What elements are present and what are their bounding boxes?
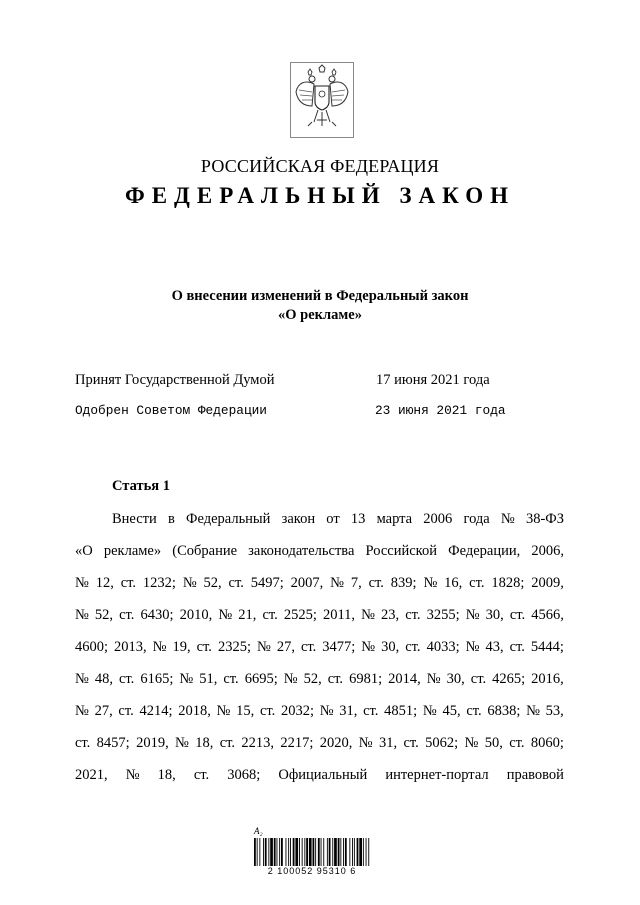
word: Федерации, bbox=[448, 543, 521, 559]
barcode-bar bbox=[290, 838, 291, 866]
word: 30, bbox=[485, 607, 504, 623]
double-headed-eagle-icon bbox=[290, 62, 354, 138]
word: 18, bbox=[157, 767, 176, 783]
word: ст. bbox=[119, 607, 135, 623]
word: ст. bbox=[300, 639, 317, 655]
word: правовой bbox=[506, 767, 564, 783]
approved-by-label: Одобрен Советом Федерации bbox=[75, 403, 267, 418]
barcode-bar bbox=[363, 838, 364, 866]
word: 5497; bbox=[250, 575, 284, 591]
word: ст. bbox=[509, 735, 525, 751]
word: 8060; bbox=[530, 735, 564, 751]
country-name: РОССИЙСКАЯ ФЕДЕРАЦИЯ bbox=[200, 156, 440, 176]
word: 4033; bbox=[426, 639, 460, 655]
word: 52, bbox=[203, 575, 222, 591]
word: № bbox=[500, 511, 515, 527]
word: закон bbox=[281, 511, 316, 527]
word: ст. bbox=[223, 671, 239, 687]
barcode-icon bbox=[252, 838, 372, 866]
word: 8457; bbox=[96, 735, 130, 751]
word: 6981; bbox=[349, 671, 383, 687]
word: 51, bbox=[199, 671, 218, 687]
word: (Собрание bbox=[172, 543, 238, 559]
word: 2016, bbox=[531, 671, 564, 687]
word: № bbox=[125, 767, 140, 783]
word: № bbox=[216, 703, 231, 719]
word: 16, bbox=[444, 575, 463, 591]
word: 38-ФЗ bbox=[525, 511, 564, 527]
word: 1232; bbox=[142, 575, 176, 591]
barcode-bar bbox=[295, 838, 298, 866]
barcode-bar bbox=[313, 838, 315, 866]
word: 19, bbox=[172, 639, 191, 655]
word: № bbox=[358, 735, 373, 751]
barcode-number: 2 100052 95310 6 bbox=[267, 866, 357, 876]
barcode-bar bbox=[263, 838, 264, 866]
word: 6838; bbox=[487, 703, 521, 719]
word: 3068; bbox=[227, 767, 261, 783]
article-line bbox=[75, 605, 564, 637]
word: 2019, bbox=[136, 735, 169, 751]
word: 52, bbox=[303, 671, 322, 687]
article-body bbox=[75, 509, 564, 797]
word: от bbox=[326, 511, 340, 527]
word: № bbox=[179, 671, 194, 687]
barcode-bar bbox=[349, 838, 350, 866]
barcode-bar bbox=[304, 838, 305, 866]
word: 2007, bbox=[290, 575, 324, 591]
word: «О bbox=[75, 543, 93, 559]
state-emblem bbox=[290, 62, 354, 138]
adopted-date: 17 июня 2021 года bbox=[376, 372, 490, 388]
barcode-bar bbox=[259, 838, 260, 866]
word: 2011, bbox=[322, 607, 356, 623]
article-line bbox=[75, 541, 564, 573]
barcode-bar bbox=[315, 838, 316, 866]
word: Федеральный bbox=[186, 511, 271, 527]
word: 45, bbox=[442, 703, 461, 719]
article-line bbox=[75, 509, 564, 541]
barcode-bar bbox=[352, 838, 353, 866]
barcode-bar bbox=[293, 838, 295, 866]
barcode-bar bbox=[338, 838, 340, 866]
word: года bbox=[463, 511, 490, 527]
barcode-bar bbox=[277, 838, 278, 866]
word: законодательства bbox=[248, 543, 355, 559]
word: 7, bbox=[350, 575, 362, 591]
article-line bbox=[75, 637, 564, 669]
word: ст. bbox=[193, 767, 210, 783]
word: ст. bbox=[405, 607, 421, 623]
word: 2009, bbox=[531, 575, 564, 591]
word: в bbox=[167, 511, 175, 527]
barcode-bar bbox=[309, 838, 312, 866]
word: № bbox=[256, 639, 271, 655]
word: № bbox=[75, 575, 89, 591]
word: ст. bbox=[368, 575, 384, 591]
barcode-bar bbox=[268, 838, 269, 866]
word: № bbox=[319, 703, 334, 719]
word: № bbox=[175, 735, 189, 751]
word: ст. bbox=[119, 671, 135, 687]
word: № bbox=[422, 703, 437, 719]
document-type: ФЕДЕРАЛЬНЫЙ ЗАКОН bbox=[124, 183, 516, 208]
word: ст. bbox=[259, 703, 276, 719]
word: 2525; bbox=[283, 607, 317, 623]
word: 18, bbox=[195, 735, 214, 751]
article-line bbox=[75, 701, 564, 733]
barcode-bar bbox=[340, 838, 341, 866]
barcode-bar bbox=[270, 838, 273, 866]
barcode-bar bbox=[357, 838, 359, 866]
word: 30, bbox=[446, 671, 465, 687]
barcode-bar bbox=[274, 838, 276, 866]
law-title bbox=[0, 287, 640, 325]
barcode-bar bbox=[334, 838, 337, 866]
word: 3255; bbox=[426, 607, 460, 623]
word: 23, bbox=[381, 607, 400, 623]
word: 6165; bbox=[140, 671, 174, 687]
barcode-bar bbox=[327, 838, 328, 866]
law-title-line-1: О внесении изменений в Федеральный закон bbox=[171, 288, 469, 304]
word: ст. bbox=[469, 575, 485, 591]
barcode-bar bbox=[359, 838, 362, 866]
word: № bbox=[465, 607, 480, 623]
word: ст. bbox=[509, 607, 526, 623]
barcode-bar bbox=[288, 838, 289, 866]
barcode-bar bbox=[345, 838, 347, 866]
word: 31, bbox=[339, 703, 358, 719]
word: 27, bbox=[276, 639, 295, 655]
word: ст. bbox=[75, 735, 91, 751]
word: ст. bbox=[403, 735, 419, 751]
word: 2006 bbox=[423, 511, 453, 527]
word: № bbox=[75, 703, 89, 719]
word: ст. bbox=[470, 671, 487, 687]
barcode-bar bbox=[366, 838, 367, 866]
adopted-by-label: Принят Государственной Думой bbox=[75, 372, 275, 388]
word: Российской bbox=[365, 543, 437, 559]
word: № bbox=[426, 671, 441, 687]
word: 2325; bbox=[217, 639, 251, 655]
word: 4600; bbox=[75, 639, 109, 655]
word: ст. bbox=[327, 671, 344, 687]
article-heading: Статья 1 bbox=[112, 478, 170, 494]
word: 30, bbox=[381, 639, 400, 655]
word: 2032; bbox=[280, 703, 314, 719]
word: рекламе» bbox=[103, 543, 162, 559]
word: 839; bbox=[390, 575, 417, 591]
word: ст. bbox=[466, 703, 482, 719]
word: 27, bbox=[94, 703, 113, 719]
word: № bbox=[464, 735, 479, 751]
word: 4214; bbox=[139, 703, 173, 719]
word: 2013, bbox=[114, 639, 147, 655]
word: 1828; bbox=[491, 575, 525, 591]
barcode-bar bbox=[323, 838, 324, 866]
word: № bbox=[218, 607, 233, 623]
barcode-bar bbox=[286, 838, 287, 866]
word: 4851; bbox=[384, 703, 418, 719]
word: ст. bbox=[120, 575, 137, 591]
word: 2213, bbox=[241, 735, 275, 751]
word: ст. bbox=[228, 575, 244, 591]
word: интернет-портал bbox=[385, 767, 489, 783]
word: 2217; bbox=[280, 735, 314, 751]
word: 5444; bbox=[530, 639, 564, 655]
word: 48, bbox=[94, 671, 113, 687]
word: № bbox=[152, 639, 167, 655]
word: ст. bbox=[118, 703, 134, 719]
word: ст. bbox=[262, 607, 278, 623]
word: 2021, bbox=[75, 767, 108, 783]
word: Внести bbox=[112, 511, 157, 527]
word: 50, bbox=[484, 735, 503, 751]
barcode-bar bbox=[329, 838, 331, 866]
law-title-line-2: «О рекламе» bbox=[278, 307, 362, 323]
word: 2010, bbox=[179, 607, 213, 623]
word: № bbox=[330, 575, 344, 591]
word: 15, bbox=[236, 703, 255, 719]
article-line bbox=[75, 733, 564, 765]
barcode-bar bbox=[257, 838, 258, 866]
word: 2006, bbox=[531, 543, 564, 559]
barcode-bar bbox=[254, 838, 256, 866]
word: № bbox=[283, 671, 298, 687]
barcode-mark: А₂ bbox=[254, 826, 263, 836]
article-line bbox=[75, 669, 564, 701]
word: № bbox=[361, 639, 376, 655]
word: 52, bbox=[94, 607, 114, 623]
barcode-bar bbox=[265, 838, 267, 866]
barcode-bar bbox=[299, 838, 300, 866]
word: 12, bbox=[95, 575, 114, 591]
word: марта bbox=[376, 511, 413, 527]
barcode-bar bbox=[281, 838, 283, 866]
word: ст. bbox=[219, 735, 236, 751]
barcode-bar bbox=[306, 838, 308, 866]
barcode-bar bbox=[279, 838, 280, 866]
word: № bbox=[75, 607, 89, 623]
barcode-bar bbox=[343, 838, 344, 866]
barcode-bar bbox=[321, 838, 322, 866]
document-barcode bbox=[252, 826, 372, 878]
word: № bbox=[182, 575, 197, 591]
barcode-bar bbox=[368, 838, 369, 866]
barcode-bar bbox=[302, 838, 303, 866]
approved-date: 23 июня 2021 года bbox=[375, 403, 506, 418]
word: 13 bbox=[350, 511, 366, 527]
word: 2020, bbox=[319, 735, 353, 751]
word: 6695; bbox=[244, 671, 278, 687]
word: 6430; bbox=[140, 607, 174, 623]
word: 53, bbox=[545, 703, 564, 719]
article-line-last bbox=[75, 765, 564, 797]
word: № bbox=[423, 575, 438, 591]
word: 4566, bbox=[531, 607, 564, 623]
word: 2014, bbox=[388, 671, 421, 687]
word: ст. bbox=[196, 639, 212, 655]
word: Официальный bbox=[278, 767, 368, 783]
word: 43, bbox=[485, 639, 504, 655]
barcode-bar bbox=[354, 838, 355, 866]
word: № bbox=[361, 607, 375, 623]
barcode-bar bbox=[318, 838, 320, 866]
word: ст. bbox=[363, 703, 379, 719]
word: ст. bbox=[405, 639, 421, 655]
word: 3477; bbox=[322, 639, 356, 655]
word: ст. bbox=[509, 639, 525, 655]
word: 2018, bbox=[178, 703, 211, 719]
article-line bbox=[75, 573, 564, 605]
word: № bbox=[465, 639, 480, 655]
word: 31, bbox=[378, 735, 398, 751]
word: 5062; bbox=[425, 735, 459, 751]
word: № bbox=[75, 671, 89, 687]
word: № bbox=[526, 703, 540, 719]
barcode-bar bbox=[332, 838, 333, 866]
word: 21, bbox=[238, 607, 257, 623]
word: 4265; bbox=[492, 671, 526, 687]
